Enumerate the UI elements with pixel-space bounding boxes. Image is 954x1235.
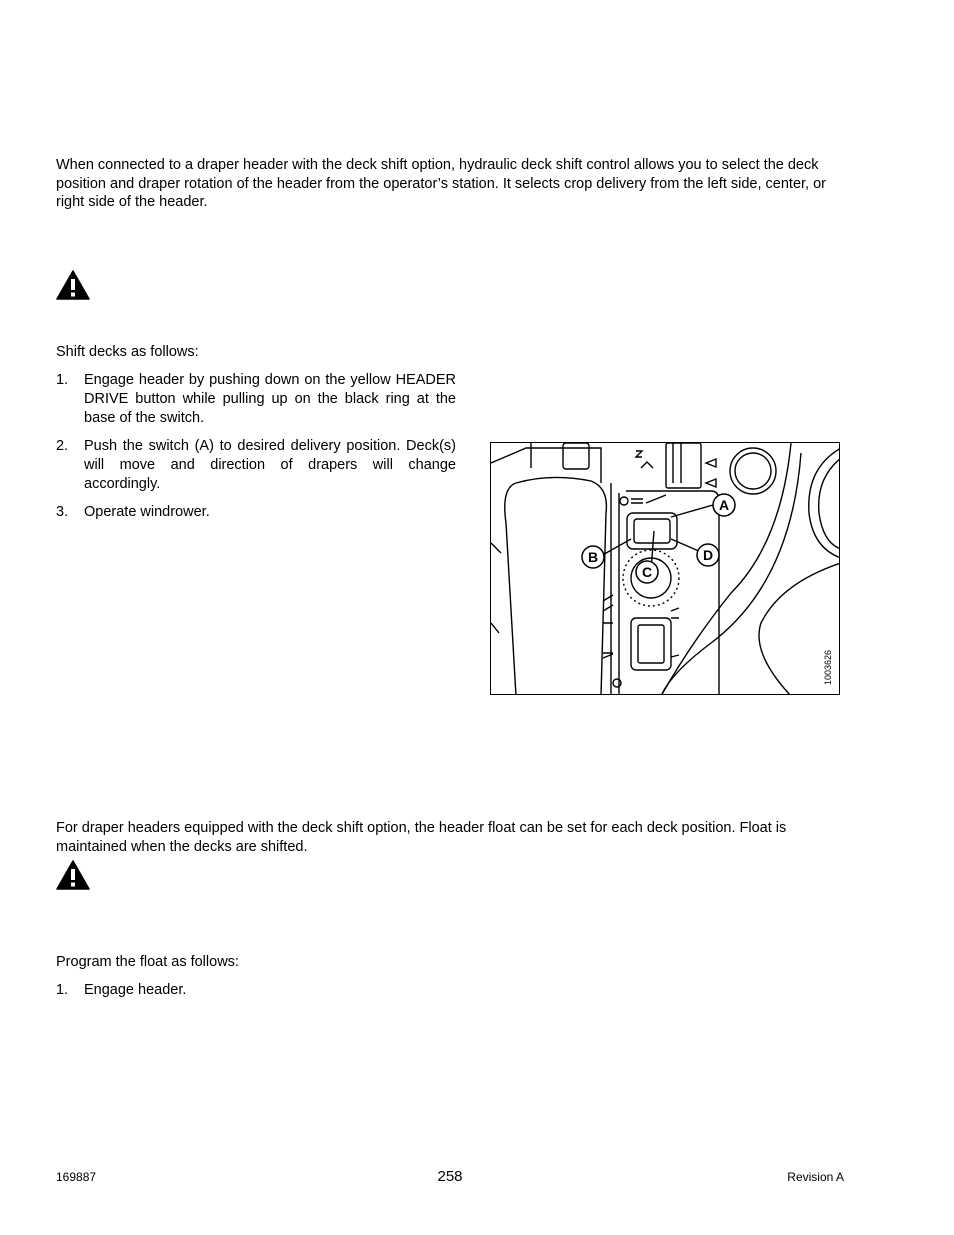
- doc-number: 169887: [56, 1170, 97, 1184]
- section2-lead: Program the float as follows:: [56, 954, 239, 970]
- deck-shift-control-figure: [490, 442, 840, 695]
- page-number: 258: [437, 1168, 463, 1185]
- control-console-illustration: [491, 443, 840, 695]
- step-item: 1. Engage header by pushing down on the yellow HEADER DRIVE button while pulling up on the black ring at the base of the switch.: [56, 372, 456, 426]
- callout-b: B: [587, 549, 599, 565]
- warning-icon: [56, 860, 90, 890]
- section1-steps: [56, 371, 456, 531]
- section2-steps: [56, 981, 456, 1009]
- section2-intro: For draper headers equipped with the deck shift option, the header float can be set for each deck position. Float is maintained when the decks are shifted.: [56, 820, 787, 855]
- step-item: 1. Engage header.: [56, 982, 187, 998]
- figure-id: 1003626: [823, 649, 833, 685]
- section1-lead: Shift decks as follows:: [56, 344, 199, 360]
- step-item: 2. Push the switch (A) to desired delivery position. Deck(s) will move and direction of drapers will change accordingly.: [56, 438, 456, 492]
- callout-a: A: [718, 497, 730, 513]
- warning-icon: [56, 270, 90, 300]
- section1-intro: When connected to a draper header with the deck shift option, hydraulic deck shift control allows you to select the deck position and draper rotation of the header from the operator’s station. It selects crop delivery from the left side, center, or right side of the header.: [56, 157, 826, 210]
- callout-c: C: [641, 564, 653, 580]
- callout-d: D: [702, 547, 714, 563]
- revision-label: Revision A: [787, 1170, 844, 1184]
- step-item: 3. Operate windrower.: [56, 504, 210, 520]
